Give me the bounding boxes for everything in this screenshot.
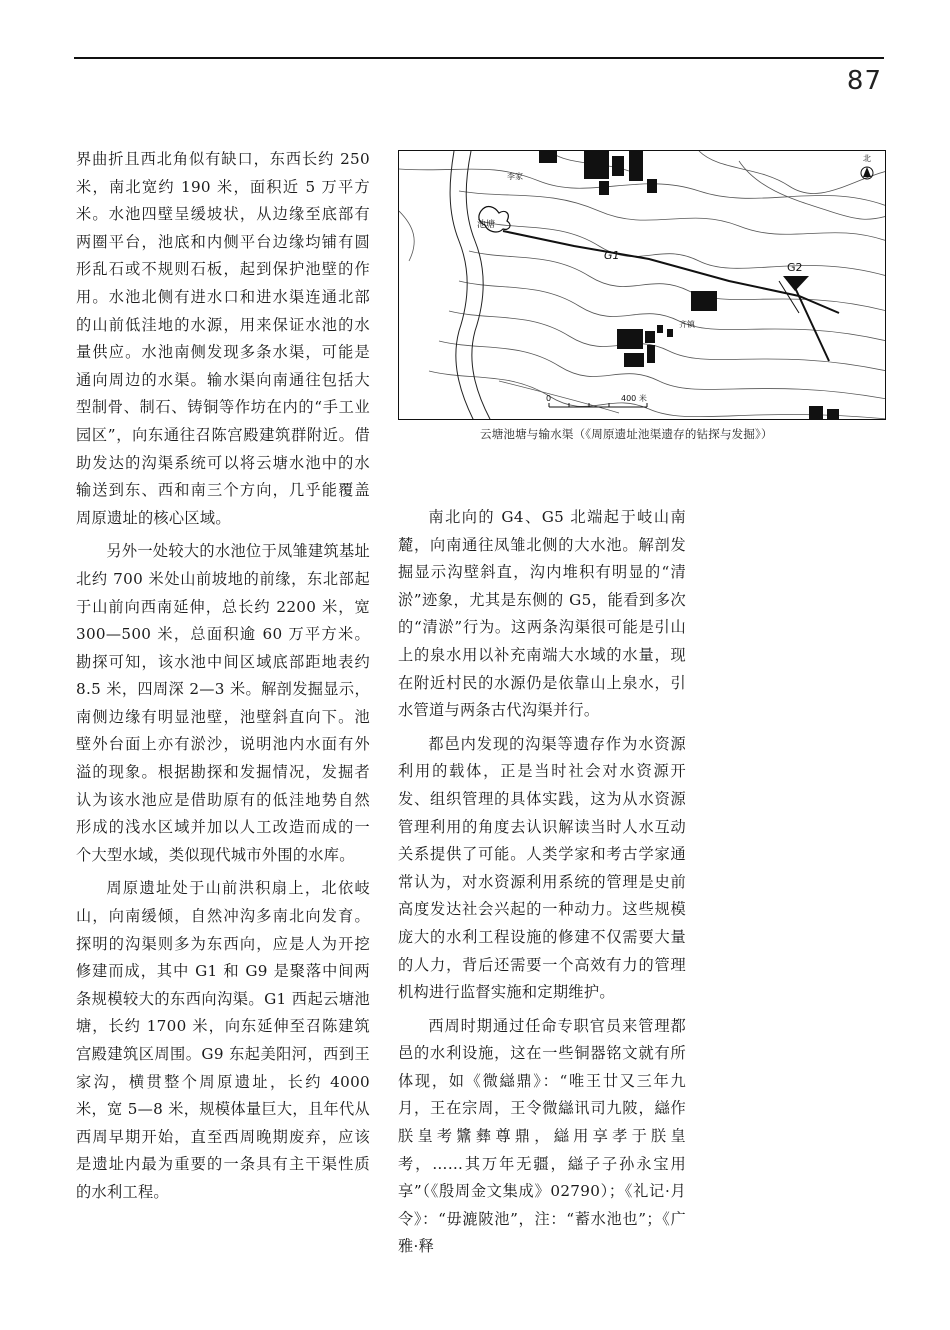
paragraph: 周原遗址处于山前洪积扇上，北依岐山，向南缓倾，自然冲沟多南北向发育。探明的沟渠则多为东西向，应是人为开挖修建而成，其中 G1 和 G9 是聚落中间两条规模较大的东西向沟渠。G1 西起云塘池塘，长约 1700 米，向东延伸至召陈建筑宫殿建筑区周围。G9 东起美阳河，西到王家沟，横贯整个周原遗址，长约 4000 米，宽 5—8 米，规模体量巨大，且年代从西周早期开始，直至西周晚期废弃，应该是遗址内最为重要的一条具有主干渠性质的水利工程。 <box>76 879 370 1201</box>
canal-label-g2: G2 <box>787 261 803 274</box>
contour-map-illustration <box>399 151 886 420</box>
header-rule <box>74 57 884 59</box>
paragraph: 西周时期通过任命专职官员来管理都邑的水利设施，这在一些铜器铭文就有所体现，如《微䜌鼎》：“唯王廿又三年九月，王在宗周，王令微䜌讯司九陂，䜌作朕皇考䵼彝尊鼎，䜌用享孝于朕皇考，……其万年无疆，䜌子子孙永宝用享”（《殷周金文集成》02790）；《礼记·月令》：“毋漉陂池”，注：“蓄水池也”；《广雅·释 <box>398 1016 686 1256</box>
right-column <box>398 504 686 1261</box>
scale-label: 400 米 <box>621 394 647 403</box>
figure-caption: 云塘池塘与输水渠（《周原遗址池渠遗存的钻探与发掘》） <box>480 427 773 441</box>
paragraph: 都邑内发现的沟渠等遗存作为水资源利用的载体，正是当时社会对水资源开发、组织管理的具体实践，这为从水资源管理利用的角度去认识解读当时人水互动关系提供了可能。人类学家和考古学家通常认为，对水资源利用系统的管理是史前高度发达社会兴起的一种动力。这些规模庞大的水利工程设施的修建不仅需要大量的人力，背后还需要一个高效有力的管理机构进行监督实施和定期维护。 <box>398 734 686 1002</box>
north-label: 北 <box>863 154 871 163</box>
canal-label-g1: G1 <box>604 249 620 262</box>
place-label-chitang: 池塘 <box>477 220 496 230</box>
place-label-lijia: 李家 <box>507 172 523 181</box>
left-column <box>76 146 370 1207</box>
page-number: 87 <box>846 66 882 96</box>
paragraph: 界曲折且西北角似有缺口，东西长约 250 米，南北宽约 190 米，面积近 5 万平方米。水池四壁呈缓坡状，从边缘至底部有两圈平台，池底和内侧平台边缘均铺有圆形乱石或不规则石板，起到保护池壁的作用。水池北侧有进水口和进水渠连通北部的山前低洼地的水源，用来保证水池的水量供应。水池南侧发现多条水渠，可能是通向周边的水渠。输水渠向南通往包括大型制骨、制石、铸铜等作坊在内的“手工业园区”，向东通往召陈宫殿建筑群附近。借助发达的沟渠系统可以将云塘水池中的水输送到东、西和南三个方向，几乎能覆盖周原遗址的核心区域。 <box>76 150 370 527</box>
contour-lines <box>399 151 886 419</box>
figure-map <box>398 150 886 420</box>
paragraph: 南北向的 G4、G5 北端起于岐山南麓，向南通往凤雏北侧的大水池。解剖发掘显示沟壁斜直，沟内堆积有明显的“清淤”迹象，尤其是东侧的 G5，能看到多次的“清淤”行为。这两条沟渠很可能是引山上的泉水用以补充南端大水域的水量，现在附近村民的水源仍是依靠山上泉水，引水管道与两条古代沟渠并行。 <box>398 508 686 720</box>
scale-zero-label: 0 <box>546 394 552 403</box>
paragraph: 另外一处较大的水池位于凤雏建筑基址北约 700 米处山前坡地的前缘，东北部起于山前向西南延伸，总长约 2200 米，宽 300—500 米，总面积逾 60 万平方米。勘探可知，该水池中间区域底部距地表约 8.5 米，四周深 2—3 米。解剖发掘显示，南侧边缘有明显池壁，池壁斜直向下。池壁外台面上亦有淤沙，说明池内水面有外溢的现象。根据勘探和发掘情况，发掘者认为该水池应是借助原有的低洼地势自然形成的浅水区域并加以人工改造而成的一个大型水域，类似现代城市外围的水库。 <box>76 542 370 864</box>
place-label-qizhen: 齐镇 <box>679 320 695 329</box>
north-arrow <box>861 167 873 179</box>
canal-lines <box>503 231 839 361</box>
g2-marker <box>783 276 809 291</box>
